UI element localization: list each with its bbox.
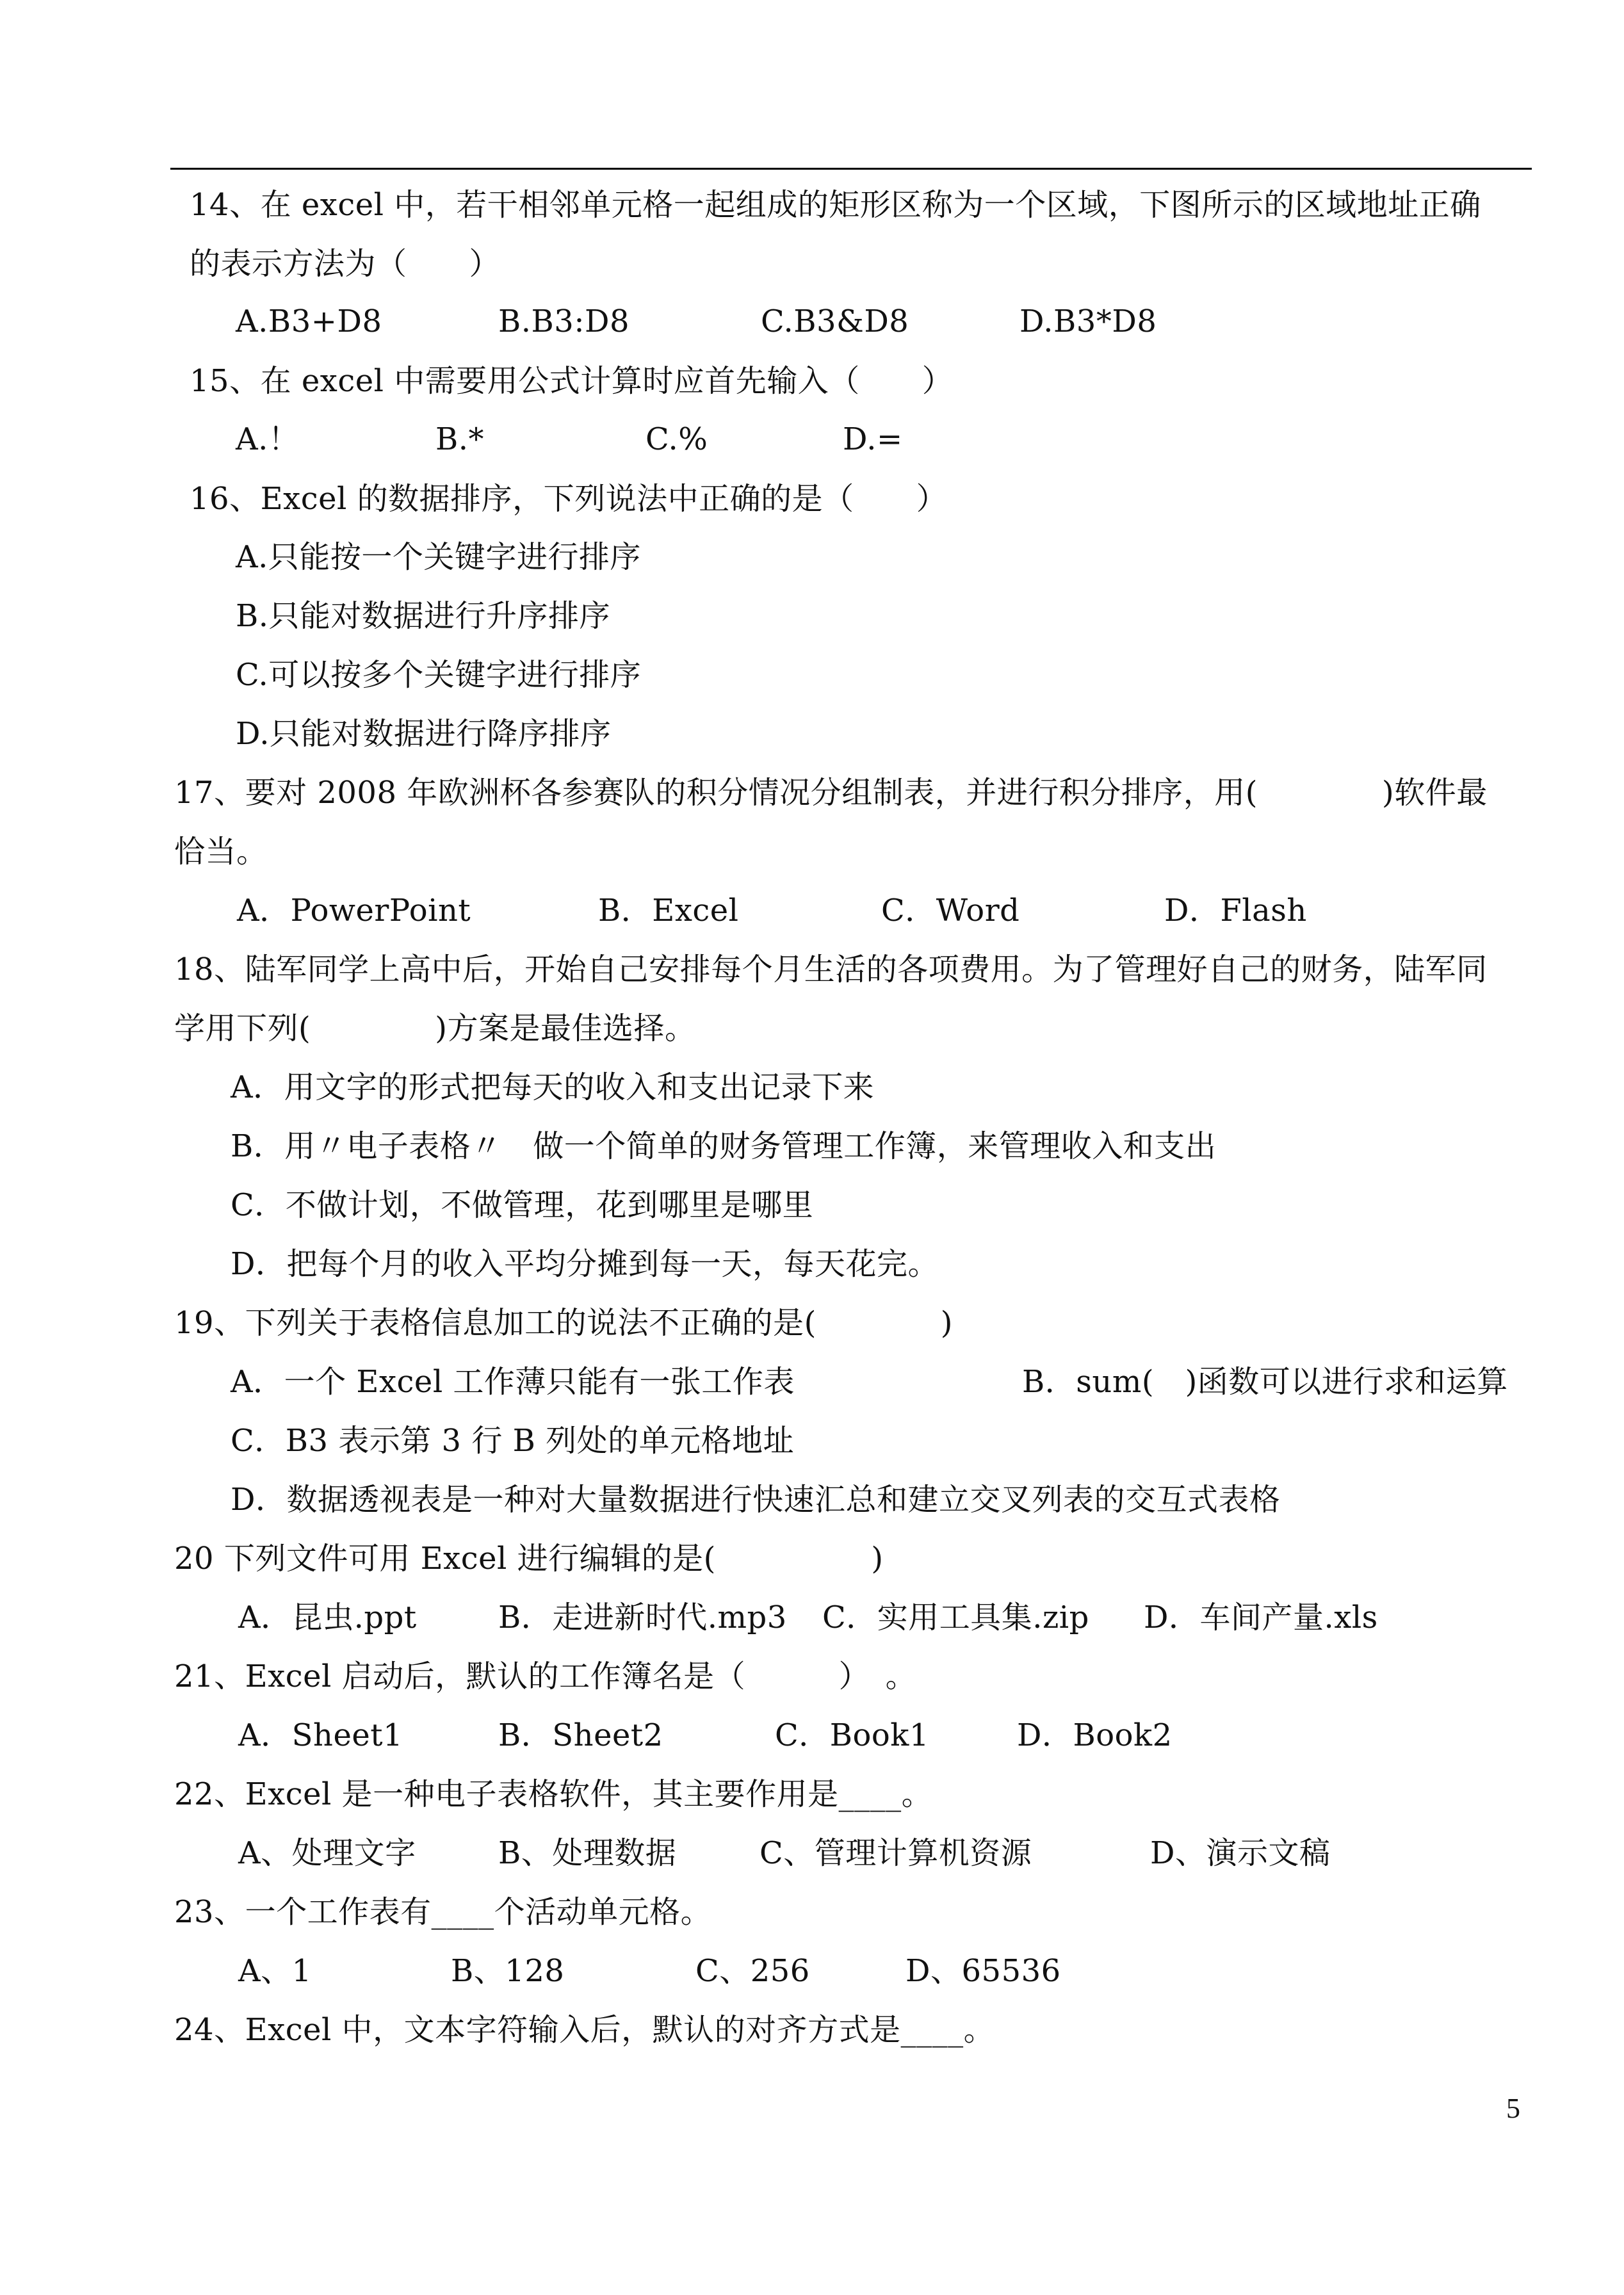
q19-option-d: D．数据透视表是一种对大量数据进行快速汇总和建立交叉列表的交互式表格 [231, 1482, 1281, 1518]
q20-option-d: D．车间产量.xls [1144, 1600, 1378, 1635]
q20-stem: 20 下列文件可用 Excel 进行编辑的是( ) [174, 1541, 884, 1577]
q15-option-b: B.* [435, 421, 485, 457]
q14-option-b: B.B3:D8 [498, 304, 630, 339]
q17-option-d: D．Flash [1164, 893, 1307, 929]
q17-option-a: A．PowerPoint [237, 893, 471, 929]
q16-option-c: C.可以按多个关键字进行排序 [236, 657, 642, 693]
q23-option-c: C、256 [695, 1953, 810, 1989]
q16-option-a: A.只能按一个关键字进行排序 [236, 539, 641, 575]
q19-option-a: A．一个 Excel 工作薄只能有一张工作表 [231, 1364, 795, 1400]
q20-option-a: A．昆虫.ppt [238, 1600, 417, 1635]
q21-option-b: B．Sheet2 [498, 1717, 663, 1753]
q20-option-c: C．实用工具集.zip [822, 1600, 1089, 1635]
q18-option-b: B．用〃电子表格〃 做一个简单的财务管理工作簿，来管理收入和支出 [231, 1128, 1217, 1164]
q23-option-d: D、65536 [905, 1953, 1061, 1989]
q21-option-a: A．Sheet1 [238, 1717, 403, 1753]
q15-option-d: D.= [843, 421, 903, 457]
q20-option-b: B．走进新时代.mp3 [498, 1600, 787, 1635]
q18-stem-line2: 学用下列( )方案是最佳选择。 [174, 1010, 696, 1046]
q22-stem: 22、Excel 是一种电子表格软件，其主要作用是____。 [174, 1776, 933, 1812]
q23-stem: 23、一个工作表有____个活动单元格。 [174, 1894, 712, 1930]
q21-option-c: C．Book1 [775, 1717, 929, 1753]
q19-option-b: B．sum( )函数可以进行求和运算 [1022, 1364, 1508, 1400]
q14-option-d: D.B3*D8 [1019, 304, 1157, 339]
q22-option-b: B、处理数据 [498, 1835, 677, 1871]
q16-option-b: B.只能对数据进行升序排序 [236, 598, 611, 634]
q19-stem: 19、下列关于表格信息加工的说法不正确的是( ) [174, 1305, 954, 1341]
q15-stem: 15、在 excel 中需要用公式计算时应首先输入（ ） [190, 363, 954, 399]
q18-stem-line1: 18、陆军同学上高中后，开始自己安排每个月生活的各项费用。为了管理好自己的财务，陆军同 [174, 952, 1488, 987]
q14-option-c: C.B3&D8 [761, 304, 909, 339]
q14-stem-line1: 14、在 excel 中，若干相邻单元格一起组成的矩形区称为一个区域，下图所示的区域地址正确 [190, 187, 1481, 223]
q17-option-b: B．Excel [598, 893, 739, 929]
q18-option-a: A．用文字的形式把每天的收入和支出记录下来 [231, 1069, 875, 1105]
q23-option-b: B、128 [451, 1953, 565, 1989]
q22-option-a: A、处理文字 [238, 1835, 416, 1871]
q17-option-c: C．Word [881, 893, 1020, 929]
page-number: 5 [1506, 2093, 1520, 2124]
q23-option-a: A、1 [238, 1953, 312, 1989]
q15-option-c: C.% [646, 421, 708, 457]
q21-stem: 21、Excel 启动后，默认的工作簿名是（ ） 。 [174, 1658, 917, 1694]
q22-option-c: C、管理计算机资源 [759, 1835, 1032, 1871]
q17-stem-line2: 恰当。 [174, 834, 268, 870]
q15-option-a: A.！ [236, 421, 300, 457]
q14-option-a: A.B3+D8 [236, 304, 382, 339]
q14-stem-line2: 的表示方法为（ ） [190, 246, 501, 282]
q21-option-d: D．Book2 [1017, 1717, 1173, 1753]
header-rule [170, 168, 1532, 170]
q18-option-c: C．不做计划，不做管理，花到哪里是哪里 [231, 1187, 814, 1223]
q16-option-d: D.只能对数据进行降序排序 [236, 716, 612, 752]
q17-stem-line1: 17、要对 2008 年欧洲杯各参赛队的积分情况分组制表，并进行积分排序，用( )软件最 [174, 775, 1488, 811]
q24-stem: 24、Excel 中，文本字符输入后，默认的对齐方式是____。 [174, 2012, 995, 2048]
q18-option-d: D．把每个月的收入平均分摊到每一天，每天花完。 [231, 1246, 939, 1282]
q22-option-d: D、演示文稿 [1150, 1835, 1331, 1871]
q16-stem: 16、Excel 的数据排序，下列说法中正确的是（ ） [190, 481, 948, 517]
q19-option-c: C．B3 表示第 3 行 B 列处的单元格地址 [231, 1423, 795, 1459]
